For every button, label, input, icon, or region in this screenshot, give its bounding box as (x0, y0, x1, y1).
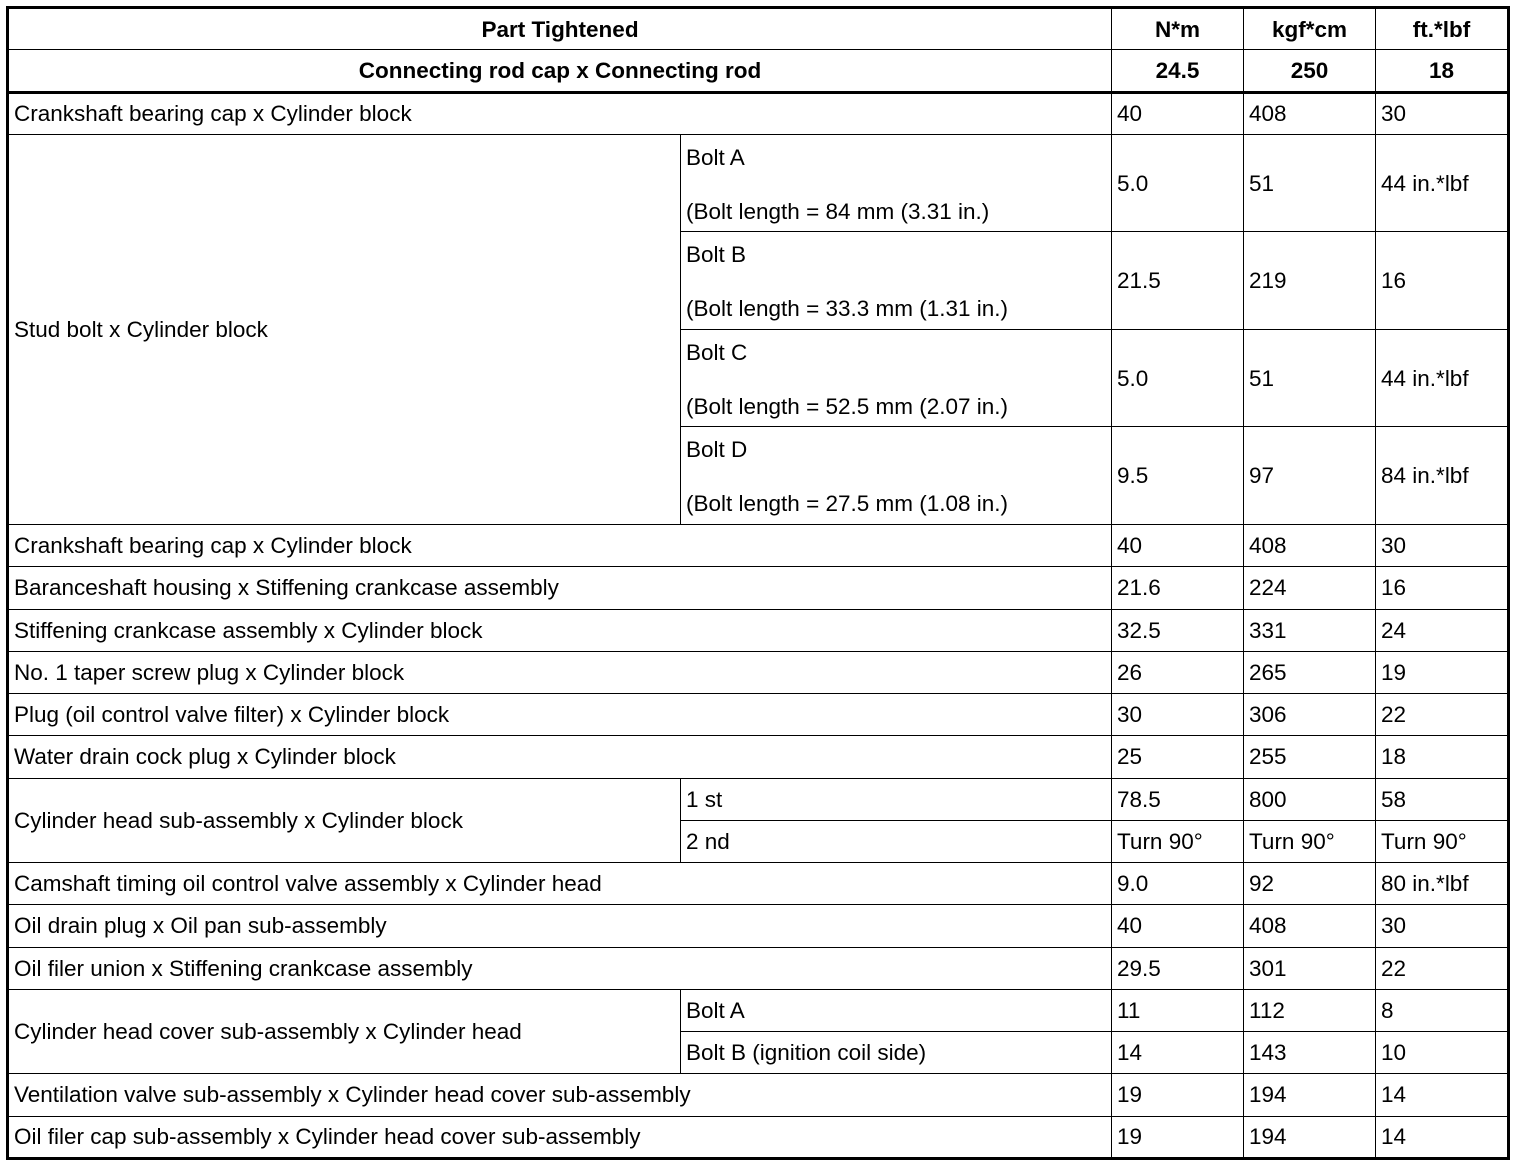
table-row (8, 92, 1509, 134)
part-cell: Baranceshaft housing x Stiffening crankcase assembly (8, 567, 1112, 609)
table-row (8, 1074, 1509, 1116)
kgf-cell: 408 (1244, 905, 1376, 947)
table-row (8, 50, 1509, 92)
nm-cell: 19 (1112, 1116, 1244, 1158)
kgf-cell: 143 (1244, 1032, 1376, 1074)
table-row (8, 989, 1509, 1031)
nm-cell: 25 (1112, 736, 1244, 778)
ft-cell: 44 in.*lbf (1376, 329, 1509, 427)
table-row (8, 1116, 1509, 1158)
header-row (8, 8, 1509, 50)
part-cell: Oil filer union x Stiffening crankcase assembly (8, 947, 1112, 989)
bolt-length-note: (Bolt length = 27.5 mm (1.08 in.) (686, 491, 1009, 517)
kgf-cell: 194 (1244, 1074, 1376, 1116)
torque-spec-table (6, 6, 1510, 1160)
kgf-cell: 408 (1244, 525, 1376, 567)
sub-part-cell (681, 427, 1112, 525)
ft-cell: 14 (1376, 1116, 1509, 1158)
header-ft-lbf: ft.*lbf (1376, 8, 1509, 50)
table-row (8, 609, 1509, 651)
ft-cell: 14 (1376, 1074, 1509, 1116)
part-cell: Oil drain plug x Oil pan sub-assembly (8, 905, 1112, 947)
kgf-cell: 219 (1244, 232, 1376, 330)
kgf-cell: 112 (1244, 989, 1376, 1031)
sub-part-cell: 2 nd (681, 820, 1112, 862)
table-row (8, 947, 1509, 989)
kgf-cell: 331 (1244, 609, 1376, 651)
ft-cell: 10 (1376, 1032, 1509, 1074)
bolt-name: Bolt A (686, 144, 745, 170)
kgf-cell: 51 (1244, 329, 1376, 427)
kgf-cell: 800 (1244, 778, 1376, 820)
ft-cell: 30 (1376, 92, 1509, 134)
kgf-cell: 97 (1244, 427, 1376, 525)
bolt-length-note: (Bolt length = 33.3 mm (1.31 in.) (686, 296, 1009, 322)
table-row (8, 736, 1509, 778)
kgf-cell: 408 (1244, 92, 1376, 134)
nm-cell: 19 (1112, 1074, 1244, 1116)
nm-cell: 24.5 (1112, 50, 1244, 92)
sub-part-cell (681, 134, 1112, 232)
header-nm: N*m (1112, 8, 1244, 50)
nm-cell: 9.0 (1112, 863, 1244, 905)
nm-cell: 14 (1112, 1032, 1244, 1074)
ft-cell: 18 (1376, 736, 1509, 778)
part-cell: Plug (oil control valve filter) x Cylinder block (8, 694, 1112, 736)
sub-part-cell: Bolt B (ignition coil side) (681, 1032, 1112, 1074)
ft-cell: 8 (1376, 989, 1509, 1031)
part-cell: Stud bolt x Cylinder block (8, 134, 681, 524)
table-row (8, 905, 1509, 947)
table-row (8, 567, 1509, 609)
kgf-cell: 306 (1244, 694, 1376, 736)
kgf-cell: 265 (1244, 651, 1376, 693)
part-cell: Crankshaft bearing cap x Cylinder block (8, 92, 1112, 134)
kgf-cell: 224 (1244, 567, 1376, 609)
bolt-length-note: (Bolt length = 84 mm (3.31 in.) (686, 198, 990, 224)
ft-cell: 84 in.*lbf (1376, 427, 1509, 525)
kgf-cell: 250 (1244, 50, 1376, 92)
table-row (8, 525, 1509, 567)
header-kgf-cm: kgf*cm (1244, 8, 1376, 50)
part-cell: Stiffening crankcase assembly x Cylinder block (8, 609, 1112, 651)
kgf-cell: 301 (1244, 947, 1376, 989)
nm-cell: 32.5 (1112, 609, 1244, 651)
table-row (8, 863, 1509, 905)
sub-part-cell: 1 st (681, 778, 1112, 820)
bolt-name: Bolt B (686, 242, 747, 268)
ft-cell: 80 in.*lbf (1376, 863, 1509, 905)
table-row (8, 694, 1509, 736)
part-cell: Water drain cock plug x Cylinder block (8, 736, 1112, 778)
table-row (8, 134, 1509, 232)
ft-cell: 30 (1376, 525, 1509, 567)
bolt-name: Bolt D (686, 437, 748, 463)
nm-cell: 21.6 (1112, 567, 1244, 609)
table-row (8, 778, 1509, 820)
ft-cell: 22 (1376, 947, 1509, 989)
ft-cell: 19 (1376, 651, 1509, 693)
ft-cell: 16 (1376, 567, 1509, 609)
nm-cell: 29.5 (1112, 947, 1244, 989)
kgf-cell: 255 (1244, 736, 1376, 778)
part-cell: Cylinder head cover sub-assembly x Cylinder head (8, 989, 681, 1074)
nm-cell: 21.5 (1112, 232, 1244, 330)
part-cell: Cylinder head sub-assembly x Cylinder block (8, 778, 681, 863)
ft-cell: 24 (1376, 609, 1509, 651)
part-cell: No. 1 taper screw plug x Cylinder block (8, 651, 1112, 693)
ft-cell: Turn 90° (1376, 820, 1509, 862)
nm-cell: 40 (1112, 92, 1244, 134)
nm-cell: 40 (1112, 905, 1244, 947)
part-cell: Camshaft timing oil control valve assembly x Cylinder head (8, 863, 1112, 905)
header-part-tightened: Part Tightened (8, 8, 1112, 50)
bolt-name: Bolt C (686, 339, 748, 365)
sub-part-cell: Bolt A (681, 989, 1112, 1031)
kgf-cell: 92 (1244, 863, 1376, 905)
ft-cell: 18 (1376, 50, 1509, 92)
ft-cell: 16 (1376, 232, 1509, 330)
ft-cell: 22 (1376, 694, 1509, 736)
nm-cell: 5.0 (1112, 329, 1244, 427)
nm-cell: 40 (1112, 525, 1244, 567)
nm-cell: 30 (1112, 694, 1244, 736)
part-cell: Oil filer cap sub-assembly x Cylinder head cover sub-assembly (8, 1116, 1112, 1158)
nm-cell: 11 (1112, 989, 1244, 1031)
kgf-cell: 194 (1244, 1116, 1376, 1158)
nm-cell: 5.0 (1112, 134, 1244, 232)
table-row (8, 651, 1509, 693)
part-cell: Connecting rod cap x Connecting rod (8, 50, 1112, 92)
part-cell: Crankshaft bearing cap x Cylinder block (8, 525, 1112, 567)
kgf-cell: Turn 90° (1244, 820, 1376, 862)
sub-part-cell (681, 329, 1112, 427)
nm-cell: 26 (1112, 651, 1244, 693)
nm-cell: 9.5 (1112, 427, 1244, 525)
kgf-cell: 51 (1244, 134, 1376, 232)
bolt-length-note: (Bolt length = 52.5 mm (2.07 in.) (686, 393, 1009, 419)
nm-cell: Turn 90° (1112, 820, 1244, 862)
nm-cell: 78.5 (1112, 778, 1244, 820)
ft-cell: 44 in.*lbf (1376, 134, 1509, 232)
sub-part-cell (681, 232, 1112, 330)
ft-cell: 58 (1376, 778, 1509, 820)
ft-cell: 30 (1376, 905, 1509, 947)
part-cell: Ventilation valve sub-assembly x Cylinder head cover sub-assembly (8, 1074, 1112, 1116)
